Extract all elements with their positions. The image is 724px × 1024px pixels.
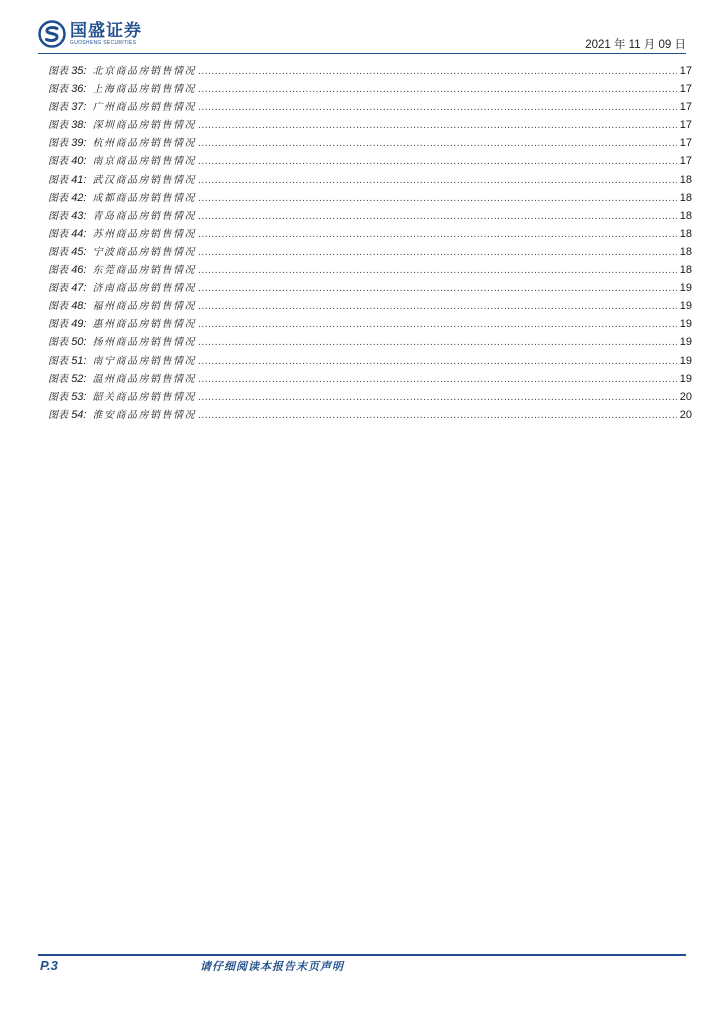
dot-leader — [198, 153, 677, 171]
figure-prefix: 图表 — [48, 66, 68, 77]
figure-title: 武汉商品房销售情况 — [92, 174, 196, 186]
toc-entry[interactable] — [48, 225, 692, 243]
figure-prefix: 图表 — [48, 174, 68, 186]
figure-number — [48, 134, 86, 153]
disclaimer-note: 请仔细阅读本报告末页声明 — [200, 960, 344, 973]
figure-number — [48, 80, 86, 99]
figure-title: 广州商品房销售情况 — [92, 102, 196, 114]
page-reference: 20 — [679, 408, 692, 421]
toc-entry[interactable] — [48, 388, 692, 406]
toc-entry[interactable] — [48, 62, 692, 80]
figure-index: 43: — [71, 209, 87, 222]
figure-prefix: 图表 — [48, 84, 68, 96]
figure-title: 南京商品房销售情况 — [92, 156, 196, 168]
page-reference: 19 — [679, 372, 692, 385]
page-reference: 17 — [679, 137, 692, 150]
figure-prefix: 图表 — [48, 355, 68, 367]
figure-number — [48, 243, 86, 262]
figure-title: 温州商品房销售情况 — [92, 373, 196, 385]
logo-chinese-name: 国盛证券 — [70, 20, 142, 41]
dot-leader — [198, 63, 677, 81]
toc-entry[interactable] — [48, 243, 692, 261]
figure-prefix: 图表 — [48, 102, 68, 114]
figure-number — [48, 62, 86, 81]
figure-number — [48, 315, 86, 334]
figure-index: 50: — [71, 336, 87, 349]
figure-index: 35: — [71, 65, 87, 77]
page-reference: 17 — [679, 101, 692, 114]
dot-leader — [198, 172, 677, 190]
figure-prefix: 图表 — [48, 319, 68, 331]
figure-index: 53: — [71, 390, 87, 403]
figure-number — [48, 297, 86, 316]
dot-leader — [198, 280, 677, 298]
guosheng-logo-icon — [38, 20, 66, 48]
page-reference: 18 — [679, 245, 692, 258]
figure-number — [48, 279, 86, 298]
toc-entry[interactable] — [48, 261, 692, 279]
report-date: 2021 年 11 月 09 日 — [585, 39, 686, 51]
dot-leader — [198, 316, 677, 334]
figure-prefix: 图表 — [48, 283, 68, 295]
figure-prefix: 图表 — [48, 120, 68, 132]
figure-prefix: 图表 — [48, 138, 68, 150]
figure-title: 淮安商品房销售情况 — [92, 409, 196, 421]
figure-prefix: 图表 — [48, 301, 68, 313]
toc-entry[interactable] — [48, 370, 692, 388]
figure-index: 41: — [71, 173, 87, 186]
dot-leader — [198, 353, 677, 371]
page-reference: 19 — [679, 336, 692, 349]
page-reference: 17 — [679, 65, 692, 77]
figure-title: 青岛商品房销售情况 — [92, 210, 196, 222]
figure-number — [48, 98, 86, 117]
figure-title: 扬州商品房销售情况 — [92, 337, 196, 349]
figure-index: 39: — [71, 137, 87, 150]
figure-index: 49: — [71, 318, 87, 331]
toc-entry[interactable] — [48, 297, 692, 315]
figure-number — [48, 171, 86, 190]
page-number: P.3 — [40, 958, 58, 973]
figure-number — [48, 352, 86, 371]
figure-title: 深圳商品房销售情况 — [92, 120, 196, 132]
page-reference: 18 — [679, 191, 692, 204]
figure-index: 44: — [71, 227, 87, 240]
dot-leader — [198, 190, 677, 208]
figure-title: 杭州商品房销售情况 — [92, 138, 196, 150]
page-reference: 20 — [679, 390, 692, 403]
toc-entry[interactable] — [48, 171, 692, 189]
figure-number — [48, 261, 86, 280]
figure-title: 东莞商品房销售情况 — [92, 265, 196, 277]
page-reference: 18 — [679, 173, 692, 186]
dot-leader — [198, 226, 677, 244]
dot-leader — [198, 371, 677, 389]
figure-index: 52: — [71, 372, 87, 385]
figure-title: 南宁商品房销售情况 — [92, 355, 196, 367]
page-header — [38, 20, 686, 52]
figure-title: 北京商品房销售情况 — [92, 66, 196, 77]
figure-title: 济南商品房销售情况 — [92, 283, 196, 295]
page-reference: 17 — [679, 155, 692, 168]
figure-index: 47: — [71, 282, 87, 295]
page-reference: 17 — [679, 83, 692, 96]
figure-number — [48, 189, 86, 208]
figure-index: 46: — [71, 264, 87, 277]
figure-prefix: 图表 — [48, 391, 68, 403]
toc-entry[interactable] — [48, 98, 692, 116]
toc-entry[interactable] — [48, 189, 692, 207]
figure-prefix: 图表 — [48, 337, 68, 349]
figure-title: 宁波商品房销售情况 — [92, 246, 196, 258]
figure-prefix: 图表 — [48, 156, 68, 168]
dot-leader — [198, 407, 677, 425]
footer-divider — [38, 954, 686, 956]
dot-leader — [198, 244, 677, 262]
dot-leader — [198, 262, 677, 280]
figure-index: 37: — [71, 101, 87, 114]
figure-prefix: 图表 — [48, 228, 68, 240]
logo-english-name: GUOSHENG SECURITIES — [70, 39, 137, 46]
figure-index: 40: — [71, 155, 87, 168]
figure-list — [48, 62, 692, 424]
page-reference: 19 — [679, 354, 692, 367]
figure-index: 38: — [71, 119, 87, 132]
figure-number — [48, 207, 86, 226]
page-reference: 19 — [679, 282, 692, 295]
figure-index: 45: — [71, 245, 87, 258]
dot-leader — [198, 117, 677, 135]
dot-leader — [198, 81, 677, 99]
figure-prefix: 图表 — [48, 373, 68, 385]
toc-entry[interactable] — [48, 315, 692, 333]
figure-index: 51: — [71, 354, 87, 367]
figure-number — [48, 388, 86, 407]
header-divider — [38, 53, 686, 54]
dot-leader — [198, 334, 677, 352]
figure-prefix: 图表 — [48, 409, 68, 421]
dot-leader — [198, 298, 677, 316]
toc-entry[interactable] — [48, 116, 692, 134]
figure-title: 韶关商品房销售情况 — [92, 391, 196, 403]
toc-entry[interactable] — [48, 207, 692, 225]
dot-leader — [198, 208, 677, 226]
figure-prefix: 图表 — [48, 265, 68, 277]
figure-number — [48, 152, 86, 171]
company-logo — [38, 20, 142, 48]
page-reference: 18 — [679, 209, 692, 222]
dot-leader — [198, 389, 677, 407]
toc-entry[interactable] — [48, 80, 692, 98]
figure-index: 54: — [71, 408, 87, 421]
figure-prefix: 图表 — [48, 246, 68, 258]
page-reference: 19 — [679, 318, 692, 331]
figure-title: 成都商品房销售情况 — [92, 192, 196, 204]
figure-index: 42: — [71, 191, 87, 204]
figure-prefix: 图表 — [48, 192, 68, 204]
figure-number — [48, 225, 86, 244]
figure-number — [48, 116, 86, 135]
page-reference: 18 — [679, 264, 692, 277]
figure-index: 48: — [71, 300, 87, 313]
toc-entry[interactable] — [48, 134, 692, 152]
dot-leader — [198, 135, 677, 153]
figure-number — [48, 406, 86, 425]
toc-entry[interactable] — [48, 333, 692, 351]
figure-number — [48, 370, 86, 389]
page-reference: 18 — [679, 227, 692, 240]
figure-title: 上海商品房销售情况 — [92, 84, 196, 96]
figure-title: 苏州商品房销售情况 — [92, 228, 196, 240]
dot-leader — [198, 99, 677, 117]
figure-index: 36: — [71, 83, 87, 96]
figure-title: 福州商品房销售情况 — [92, 301, 196, 313]
figure-number — [48, 333, 86, 352]
toc-entry[interactable] — [48, 352, 692, 370]
figure-prefix: 图表 — [48, 210, 68, 222]
page-reference: 19 — [679, 300, 692, 313]
toc-entry[interactable] — [48, 279, 692, 297]
toc-entry[interactable] — [48, 152, 692, 170]
figure-title: 惠州商品房销售情况 — [92, 319, 196, 331]
page-reference: 17 — [679, 119, 692, 132]
toc-entry[interactable] — [48, 406, 692, 424]
